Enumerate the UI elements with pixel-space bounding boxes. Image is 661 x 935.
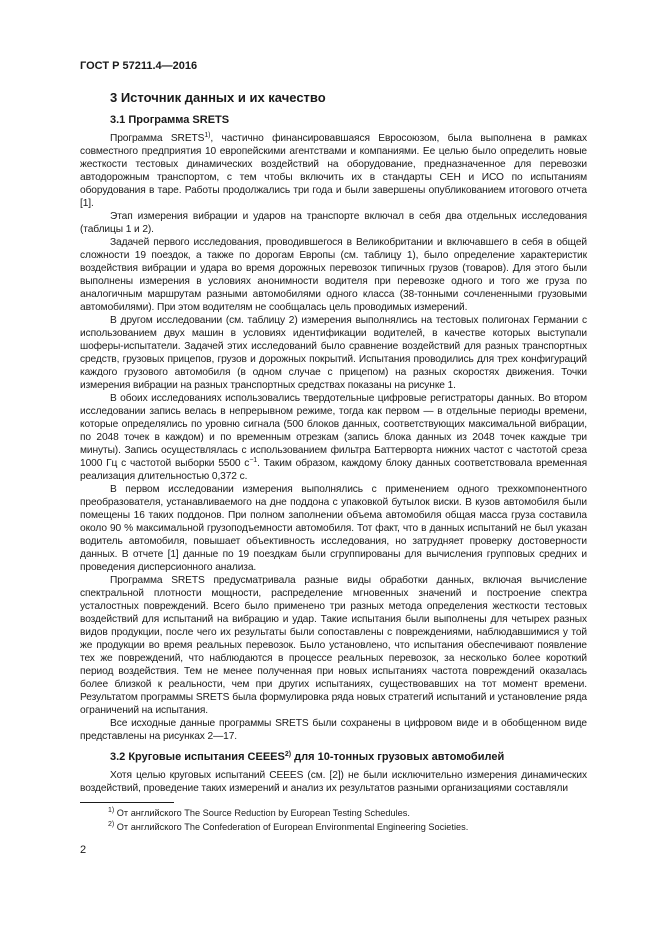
paragraph-9: Хотя целью круговых испытаний CEEES (см. [2]) не были исключительно измерения динамических воздействий, проведение таких измерений и анализ их результатов разными организациями составляли [80,770,587,794]
paragraph-8: Все исходные данные программы SRETS были сохранены в цифровом виде и в обобщенном виде представлены на рисунках 2—17. [80,718,587,742]
paragraph-4: В другом исследовании (см. таблицу 2) измерения выполнялись на тестовых полигонах Германии с использованием двух машин в условиях идентификации водителей, в качестве которых выступали шоферы-испытатели. Задачей этих исследований было сравнение воздействий для разных транспортных средств, грузовых прицепов, грузов и дорожных покрытий. Испытания проводились для трех конфигураций каждого грузового автомобиля (в одном случае с прицепом) на разных скоростях движения. Точки измерения вибрации на разных транспортных средствах показаны на рисунке 1. [80,315,587,391]
paragraph-2: Этап измерения вибрации и ударов на транспорте включал в себя два отдельных исследования (таблицы 1 и 2). [80,211,587,235]
page-number: 2 [80,844,87,856]
footnote-2: $^{2)}$ От английского The Confederation of European Environmental Engineering Societies. [108,821,469,832]
paragraph-7: Программа SRETS предусматривала разные виды обработки данных, включая вычисление спектральной плотности мощности, распределение мгновенных значений и построение спектра усталостных повреждений. Всего было применено три разных метода определения жесткости тестовых воздействий для испытаний на вибрацию и удар. Такие испытания были выполнены для четырех разных видов продукции, после чего их результаты были сопоставлены с повреждениями, наблюдавшимися у той же продукции во время реальных перевозок. Было установлено, что испытания обеспечивают появление тех же повреждений, что наблюдаются в процессе реальных перевозок, за несколько более короткий период воздействия. Тем не менее полученная при новых испытаниях частота повреждений оказалась более близкой к реальности, чем при других испытаниях, существовавших на тот момент времени. Результатом программы SRETS была формулировка ряда новых стратегий испытаний и установление ряда ограничений на испытания. [80,575,587,716]
subsection-heading-3-1: 3.1 Программа SRETS [110,114,230,126]
document-header: ГОСТ Р 57211.4—2016 [80,60,198,72]
section-heading: 3 Источник данных и их качество [110,90,326,105]
paragraph-6: В первом исследовании измерения выполнялись с применением одного трехкомпонентного преобразователя, устанавливаемого на дне поддона с упаковкой бутылок виски. В кузов автомобиля были помещены 16 таких поддонов. При полном заполнении объема автомобиля общая масса груза составила около 90 % максимальной грузоподъемности автомобиля. Тот факт, что в данных испытаний не был указан водитель автомобиля, повышает объективность исследования, но затрудняет проверку достоверности данных. В отчете [1] данные по 19 поездкам были сгруппированы для вычисления групповых средних и проведения дисперсионного анализа. [80,484,587,573]
footnotes [80,806,587,834]
footnote-ref-2: 2) [284,751,292,758]
paragraph-5: В обоих исследованиях использовались твердотельные цифровые регистраторы данных. Во втором исследовании запись велась в непрерывном режиме, тогда как первом — в отдельные периоды времени, которые определялись по уровню сигнала (500 блоков данных, соответствующих максимальной вибрации, по 2048 точек в каждом) и по временным отрезкам (запись блока данных из 2048 точек каждые три минуты). Запись осуществлялась с использованием фильтра Баттерворта нижних частот с частотой среза 1000 Гц с частотой выборки 5500 $с^{-1}$. Таким образом, каждому блоку данных соответствовала временная реализация длительностью 0,372 с. [80,393,587,482]
footnote-ref-1: 1) [204,132,211,139]
page-body [80,88,587,795]
paragraph-3: Задачей первого исследования, проводившегося в Великобритании и включавшего в себя в общей сложности 19 поездок, а также по дорогам Европы (см. таблицу 1), было определение характеристик воздействия вибрации и удара во время дорожных перевозок типичных грузов (товаров). Для этого были выполнены измерения в условиях анонимности водителя при перевозке одного и того же груза по аналогичным маршрутам разными автомобилями одного класса (38-тонными сочлененными грузовыми автомобилями). При этом водителям не сообщалась цель проводимых измерений. [80,237,587,313]
paragraph-1: Программа SRETS$^{1)}$, частично финансировавшаяся Евросоюзом, была выполнена в рамках совместного предприятия 10 европейскими агентствами и компаниями. Ее целью было определить новые жесткости тестовых динамических воздействий на оборудование, предназначенное для перевозки автодорожным транспортом, с тем чтобы включить их в стандарты СЕН и ИСО по испытаниям оборудования в таре. Работы продолжались три года и были завершены опубликованием итогового отчета [1]. [80,132,587,209]
footnote-divider [80,802,174,803]
subsection-heading-3-2: 3.2 Круговые испытания CEEES$^{2)}$ для 10-тонных грузовых автомобилей [110,751,505,763]
footnote-1: $^{1)}$ От английского The Source Reduction by European Testing Schedules. [108,807,410,818]
